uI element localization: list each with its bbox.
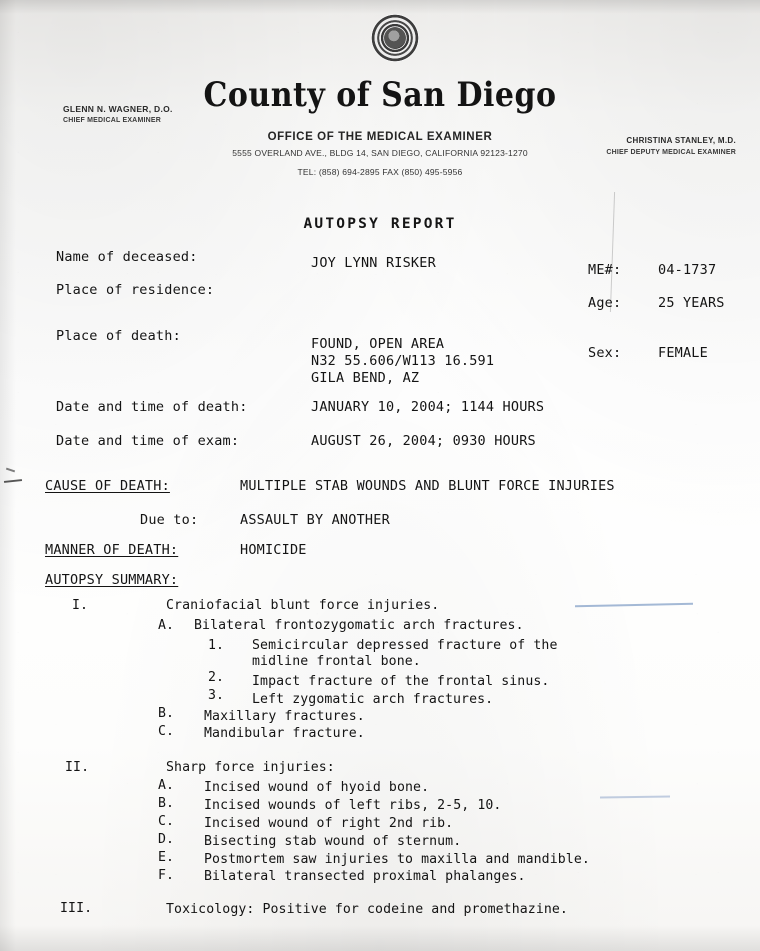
field-value-age: 25 YEARS — [658, 295, 725, 311]
office-address: 5555 OVERLAND AVE., BLDG 14, SAN DIEGO, CALIFORNIA 92123-1270 — [232, 148, 528, 158]
field-label-date-time-death: Date and time of death: — [56, 399, 248, 415]
summary-numeral: I. — [72, 598, 89, 613]
scan-shadow-bottom — [0, 925, 760, 951]
summary-sub-letter: D. — [158, 832, 175, 847]
field-label-name: Name of deceased: — [56, 249, 198, 265]
summary-sub-text: Incised wound of hyoid bone. — [204, 780, 430, 795]
autopsy-summary-label: AUTOPSY SUMMARY: — [45, 572, 179, 588]
summary-sub-letter: A. — [158, 778, 175, 793]
summary-sub-letter: B. — [158, 706, 175, 721]
summary-sub-text: Incised wounds of left ribs, 2-5, 10. — [204, 798, 502, 813]
chief-deputy-medical-examiner-name: CHRISTINA STANLEY, M.D. — [626, 136, 736, 145]
page-title: AUTOPSY REPORT — [303, 216, 457, 232]
field-value-date-time-exam: AUGUST 26, 2004; 0930 HOURS — [311, 433, 536, 449]
summary-sub-text: Postmortem saw injuries to maxilla and mandible. — [204, 852, 590, 867]
due-to-label: Due to: — [140, 512, 199, 528]
summary-sub-letter: F. — [158, 868, 175, 883]
chief-medical-examiner-role: CHIEF MEDICAL EXAMINER — [63, 117, 161, 124]
summary-numeral: III. — [60, 901, 93, 916]
chief-deputy-medical-examiner-role: CHIEF DEPUTY MEDICAL EXAMINER — [606, 149, 736, 156]
summary-item-text: Sharp force injuries: — [166, 760, 335, 775]
summary-numeral: II. — [65, 760, 90, 775]
chief-medical-examiner-name: GLENN N. WAGNER, D.O. — [63, 104, 173, 114]
summary-sub-text: Incised wound of right 2nd rib. — [204, 816, 454, 831]
summary-sub-text: Bisecting stab wound of sternum. — [204, 834, 462, 849]
scan-shadow-top — [0, 0, 760, 14]
field-value-sex: FEMALE — [658, 345, 708, 361]
cause-of-death-value: MULTIPLE STAB WOUNDS AND BLUNT FORCE INJURIES — [240, 478, 615, 494]
paper-fold-line — [610, 192, 615, 312]
summary-sub-letter: C. — [158, 814, 175, 829]
field-value-place-of-death-line2: N32 55.606/W113 16.591 — [311, 353, 495, 369]
county-title: County of San Diego — [203, 75, 557, 116]
field-value-place-of-death-line3: GILA BEND, AZ — [311, 370, 420, 386]
blue-ink-mark — [575, 603, 693, 607]
summary-sub-letter: E. — [158, 850, 175, 865]
due-to-value: ASSAULT BY ANOTHER — [240, 512, 390, 528]
summary-sub-letter: B. — [158, 796, 175, 811]
summary-item-text: Craniofacial blunt force injuries. — [166, 598, 440, 613]
summary-subsub-number: 1. — [208, 638, 225, 653]
summary-sub-text: Bilateral frontozygomatic arch fractures. — [194, 618, 524, 633]
field-value-name: JOY LYNN RISKER — [311, 255, 436, 271]
field-label-date-time-exam: Date and time of exam: — [56, 433, 240, 449]
summary-subsub-text: Impact fracture of the frontal sinus. — [252, 674, 550, 689]
summary-sub-letter: C. — [158, 724, 175, 739]
county-seal-icon — [371, 14, 419, 62]
cause-of-death-label: CAUSE OF DEATH: — [45, 478, 170, 494]
summary-subsub-text: Left zygomatic arch fractures. — [252, 692, 494, 707]
blue-ink-mark-secondary — [600, 796, 670, 798]
summary-sub-letter: A. — [158, 618, 175, 633]
field-label-me-number: ME#: — [588, 262, 622, 278]
summary-sub-text: Mandibular fracture. — [204, 726, 365, 741]
field-label-sex: Sex: — [588, 345, 622, 361]
summary-subsub-number: 3. — [208, 688, 225, 703]
summary-subsub-number: 2. — [208, 670, 225, 685]
field-label-residence: Place of residence: — [56, 282, 215, 298]
summary-sub-text: Bilateral transected proximal phalanges. — [204, 869, 526, 884]
manner-of-death-value: HOMICIDE — [240, 542, 307, 558]
field-value-place-of-death-line1: FOUND, OPEN AREA — [311, 336, 445, 352]
summary-subsub-text: Semicircular depressed fracture of the — [252, 638, 558, 653]
manner-of-death-label: MANNER OF DEATH: — [45, 542, 179, 558]
field-value-me-number: 04-1737 — [658, 262, 717, 278]
field-label-age: Age: — [588, 295, 622, 311]
office-telephone: TEL: (858) 694-2895 FAX (850) 495-5956 — [297, 167, 463, 177]
summary-item-text: Toxicology: Positive for codeine and promethazine. — [166, 902, 568, 917]
field-label-place-of-death: Place of death: — [56, 328, 181, 344]
office-line: OFFICE OF THE MEDICAL EXAMINER — [267, 131, 493, 143]
county-seal-center-icon — [384, 27, 406, 49]
summary-sub-text: Maxillary fractures. — [204, 709, 365, 724]
summary-subsub-text-cont: midline frontal bone. — [252, 654, 421, 669]
field-value-date-time-death: JANUARY 10, 2004; 1144 HOURS — [311, 399, 545, 415]
